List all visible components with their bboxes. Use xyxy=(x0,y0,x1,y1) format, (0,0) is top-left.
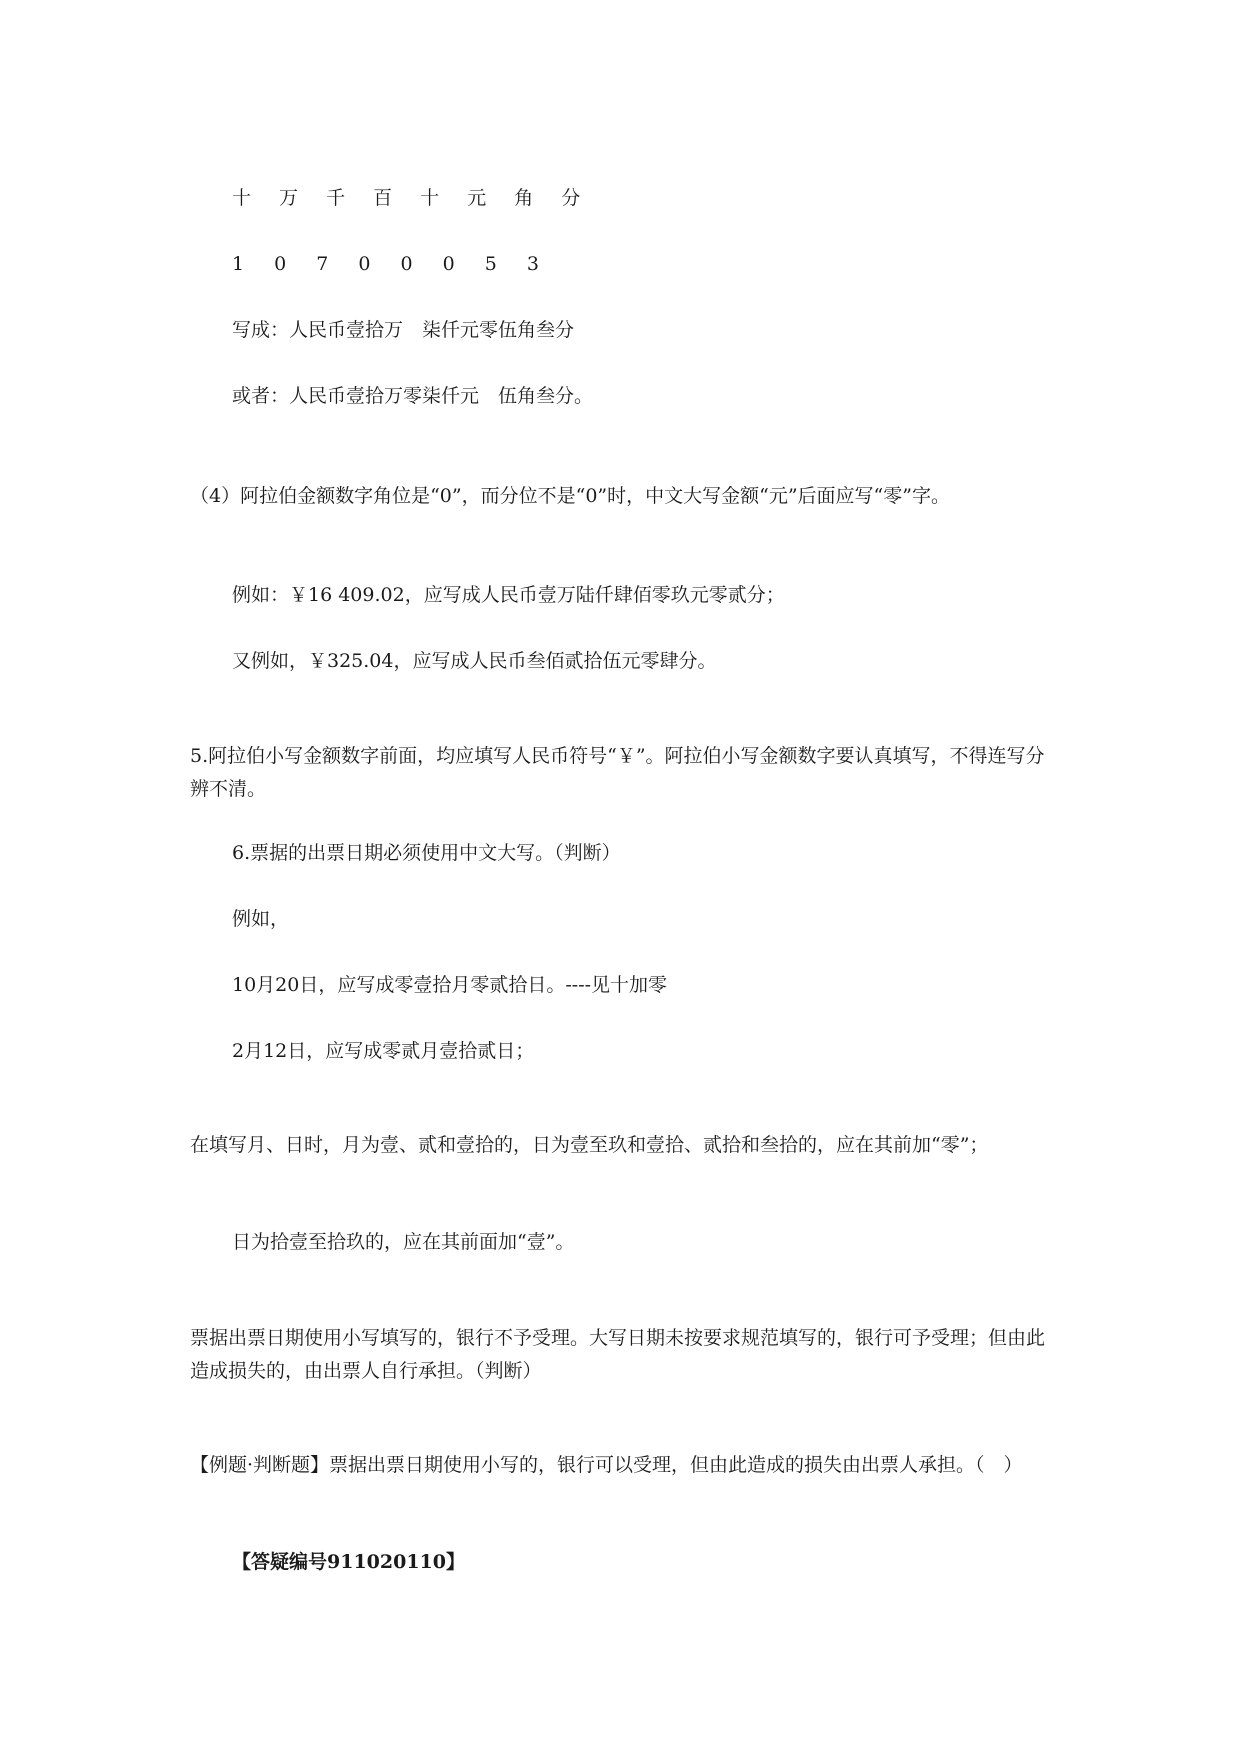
example-question: 【例题·判断题】票据出票日期使用小写的，银行可以受理，但由此造成的损失由出票人承担。（ ） xyxy=(190,1454,1023,1476)
or-written-text: 或者：人民币壹拾万零柒仟元 伍角叁分。 xyxy=(232,385,594,407)
amount-units-header: 十 万 千 百 十 元 角 分 xyxy=(232,187,592,209)
rule-6-paragraph: 6.票据的出票日期必须使用中文大写。（判断） xyxy=(232,842,621,864)
for-example-label: 例如， xyxy=(232,908,290,930)
date-example-2: 2月12日，应写成零贰月壹拾贰日； xyxy=(232,1040,535,1062)
date-rule-paragraph: 在填写月、日时，月为壹、贰和壹拾的，日为壹至玖和壹拾、贰拾和叁拾的，应在其前加“零”； xyxy=(190,1134,989,1156)
amount-digits: 1 0 7 0 0 0 5 3 xyxy=(232,253,541,275)
answer-id-label: 【答疑编号911020110】 xyxy=(232,1551,465,1573)
rule-4-paragraph: （4）阿拉伯金额数字角位是“0”，而分位不是“0”时，中文大写金额“元”后面应写“零”字。 xyxy=(190,485,950,507)
date-rule-day-paragraph: 日为拾壹至拾玖的，应在其前面加“壹”。 xyxy=(232,1231,575,1253)
written-as-text: 写成：人民币壹拾万 柒仟元零伍角叁分 xyxy=(232,319,575,341)
date-example-1: 10月20日，应写成零壹拾月零贰拾日。----见十加零 xyxy=(232,974,668,996)
example-2-text: 又例如，￥325.04，应写成人民币叁佰贰拾伍元零肆分。 xyxy=(232,650,717,672)
example-1-text: 例如：￥16 409.02，应写成人民币壹万陆仟肆佰零玖元零贰分； xyxy=(232,584,785,606)
rule-5-paragraph: 5.阿拉伯小写金额数字前面，均应填写人民币符号“￥”。阿拉伯小写金额数字要认真填写，不得连写分辨不清。 xyxy=(190,745,1045,800)
judgment-paragraph: 票据出票日期使用小写填写的，银行不予受理。大写日期未按要求规范填写的，银行可予受理；但由此造成损失的，由出票人自行承担。（判断） xyxy=(190,1327,1046,1382)
